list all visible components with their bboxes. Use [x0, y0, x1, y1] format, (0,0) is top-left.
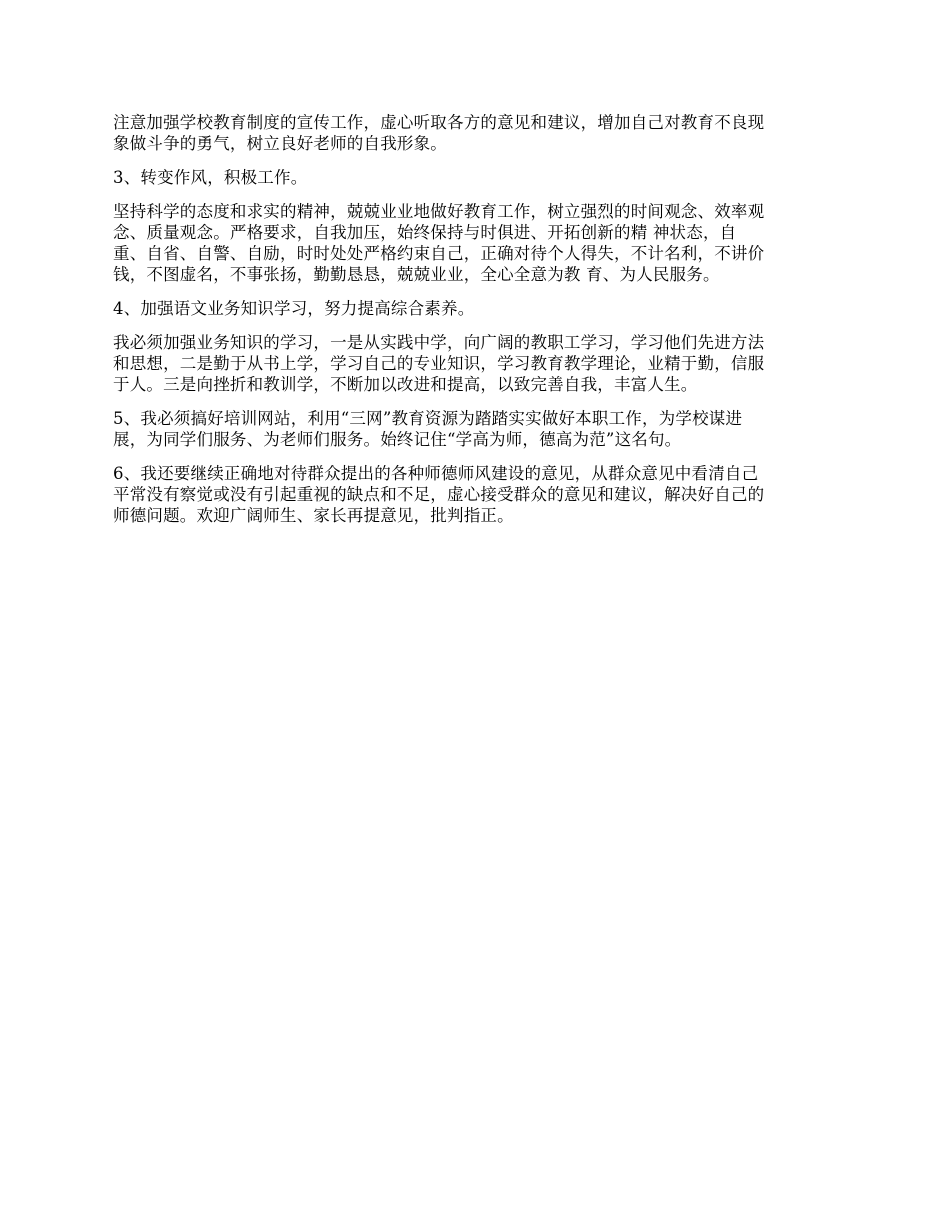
paragraph-line: 平常没有察觉或没有引起重视的缺点和不足，虚心接受群众的意见和建议，解决好自己的 [113, 485, 765, 504]
paragraph-line: 象做斗争的勇气，树立良好老师的自我形象。 [113, 134, 447, 153]
heading-3 [113, 167, 840, 188]
paragraph-line: 展，为同学们服务、为老师们服务。始终记住“学高为师，德高为范”这名句。 [113, 430, 682, 449]
paragraph-gap [113, 450, 840, 463]
heading-4 [113, 298, 840, 319]
paragraph-line: 师德问题。欢迎广阔师生、家长再提意见，批判指正。 [113, 506, 514, 525]
heading-line: 3、转变作风，积极工作。 [113, 168, 308, 187]
paragraph-gap [113, 188, 840, 201]
paragraph-line: 6、我还要继续正确地对待群众提出的各种师德师风建设的意见，从群众意见中看清自己 [113, 464, 759, 483]
paragraph-gap [113, 154, 840, 167]
paragraph-line: 重、自省、自警、自励，时时处处严格约束自己，正确对待个人得失，不计名利，不讲价 [113, 244, 765, 263]
paragraph-line: 于人。三是向挫折和教训学，不断加以改进和提高，以致完善自我，丰富人生。 [113, 375, 698, 394]
paragraph-gap [113, 395, 840, 408]
paragraph-1 [113, 112, 840, 154]
paragraph-line: 我必须加强业务知识的学习，一是从实践中学，向广阔的教职工学习，学习他们先进方法 [113, 333, 765, 352]
paragraph-line: 坚持科学的态度和求实的精神，兢兢业业地做好教育工作，树立强烈的时间观念、效率观 [113, 202, 765, 221]
paragraph-5 [113, 332, 840, 395]
paragraph-line: 和思想，二是勤于从书上学，学习自己的专业知识，学习教育教学理论，业精于勤，信服 [113, 354, 765, 373]
paragraph-line: 5、我必须搞好培训网站，利用“三网”教育资源为踏踏实实做好本职工作，为学校谋进 [113, 409, 743, 428]
paragraph-gap [113, 285, 840, 298]
paragraph-6 [113, 408, 840, 450]
paragraph-7 [113, 463, 840, 526]
heading-line: 4、加强语文业务知识学习，努力提高综合素养。 [113, 299, 475, 318]
paragraph-line: 钱，不图虚名，不事张扬，勤勤恳恳，兢兢业业，全心全意为教 育、为人民服务。 [113, 265, 720, 284]
paragraph-gap [113, 319, 840, 332]
paragraph-line: 注意加强学校教育制度的宣传工作，虚心听取各方的意见和建议，增加自己对教育不良现 [113, 113, 765, 132]
paragraph-3 [113, 201, 840, 285]
paragraph-line: 念、质量观念。严格要求，自我加压，始终保持与时俱进、开拓创新的精 神状态，自 [113, 223, 737, 242]
